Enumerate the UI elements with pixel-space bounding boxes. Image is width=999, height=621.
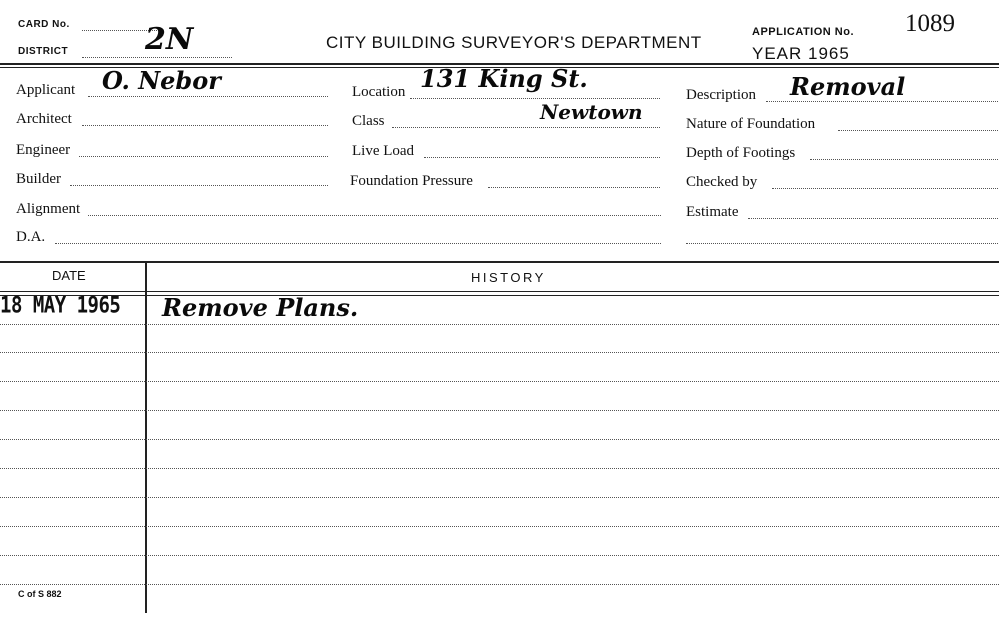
builder-label: Builder — [16, 171, 61, 187]
date-header: DATE — [52, 268, 86, 283]
applicant-value: O. Nebor — [102, 66, 221, 95]
estimate-line — [748, 218, 998, 219]
foundation-pressure-line — [488, 187, 660, 188]
alignment-label: Alignment — [16, 201, 81, 217]
history-line — [0, 381, 999, 382]
description-line — [766, 101, 998, 102]
history-header-rule — [0, 291, 999, 292]
applicant-label: Applicant — [16, 82, 76, 98]
district-value: 2N — [145, 22, 194, 57]
alignment-line — [88, 215, 661, 216]
location-value-line2: Newtown — [540, 100, 643, 124]
application-number: 1089 — [905, 10, 955, 37]
builder-line — [70, 185, 328, 186]
department-title: CITY BUILDING SURVEYOR'S DEPARTMENT — [326, 33, 702, 52]
architect-line — [82, 125, 328, 126]
history-line — [0, 439, 999, 440]
foundation-pressure-label: Foundation Pressure — [350, 173, 473, 189]
checked-by-line — [772, 188, 998, 189]
history-line — [0, 584, 999, 585]
history-line — [0, 497, 999, 498]
history-top-rule — [0, 261, 999, 263]
da-label: D.A. — [16, 229, 46, 245]
history-line — [0, 352, 999, 353]
card-no-label: CARD No. — [18, 19, 70, 30]
history-entry-text: Remove Plans. — [162, 293, 359, 322]
location-value: 131 King St. — [420, 64, 588, 93]
live-load-label: Live Load — [352, 143, 415, 159]
depth-of-footings-line — [810, 159, 998, 160]
history-line — [0, 555, 999, 556]
nature-of-foundation-line — [838, 130, 998, 131]
location-line — [410, 98, 660, 99]
depth-of-footings-label: Depth of Footings — [686, 145, 796, 161]
year-label: YEAR 1965 — [752, 44, 850, 63]
description-value: Removal — [790, 72, 906, 101]
da-line — [55, 243, 661, 244]
history-header: HISTORY — [471, 270, 546, 285]
date-column-divider — [145, 263, 147, 613]
application-label: APPLICATION No. — [752, 26, 855, 38]
applicant-line — [88, 96, 328, 97]
district-label: DISTRICT — [18, 46, 69, 57]
history-line — [0, 526, 999, 527]
history-line — [0, 324, 999, 325]
form-code: C of S 882 — [18, 589, 62, 599]
architect-label: Architect — [16, 111, 72, 127]
history-header-rule-2 — [0, 295, 999, 296]
history-line — [0, 410, 999, 411]
history-line — [0, 468, 999, 469]
live-load-line — [424, 157, 660, 158]
engineer-line — [79, 156, 328, 157]
location-label: Location — [352, 84, 406, 100]
class-label: Class — [352, 113, 385, 129]
class-line — [392, 127, 660, 128]
description-label: Description — [686, 87, 756, 103]
nature-of-foundation-label: Nature of Foundation — [686, 116, 816, 132]
estimate-label: Estimate — [686, 204, 739, 220]
district-line — [82, 57, 232, 58]
checked-by-label: Checked by — [686, 174, 758, 190]
history-entry-date: 18 MAY 1965 — [0, 293, 121, 319]
extra-line — [686, 243, 998, 244]
engineer-label: Engineer — [16, 142, 71, 158]
